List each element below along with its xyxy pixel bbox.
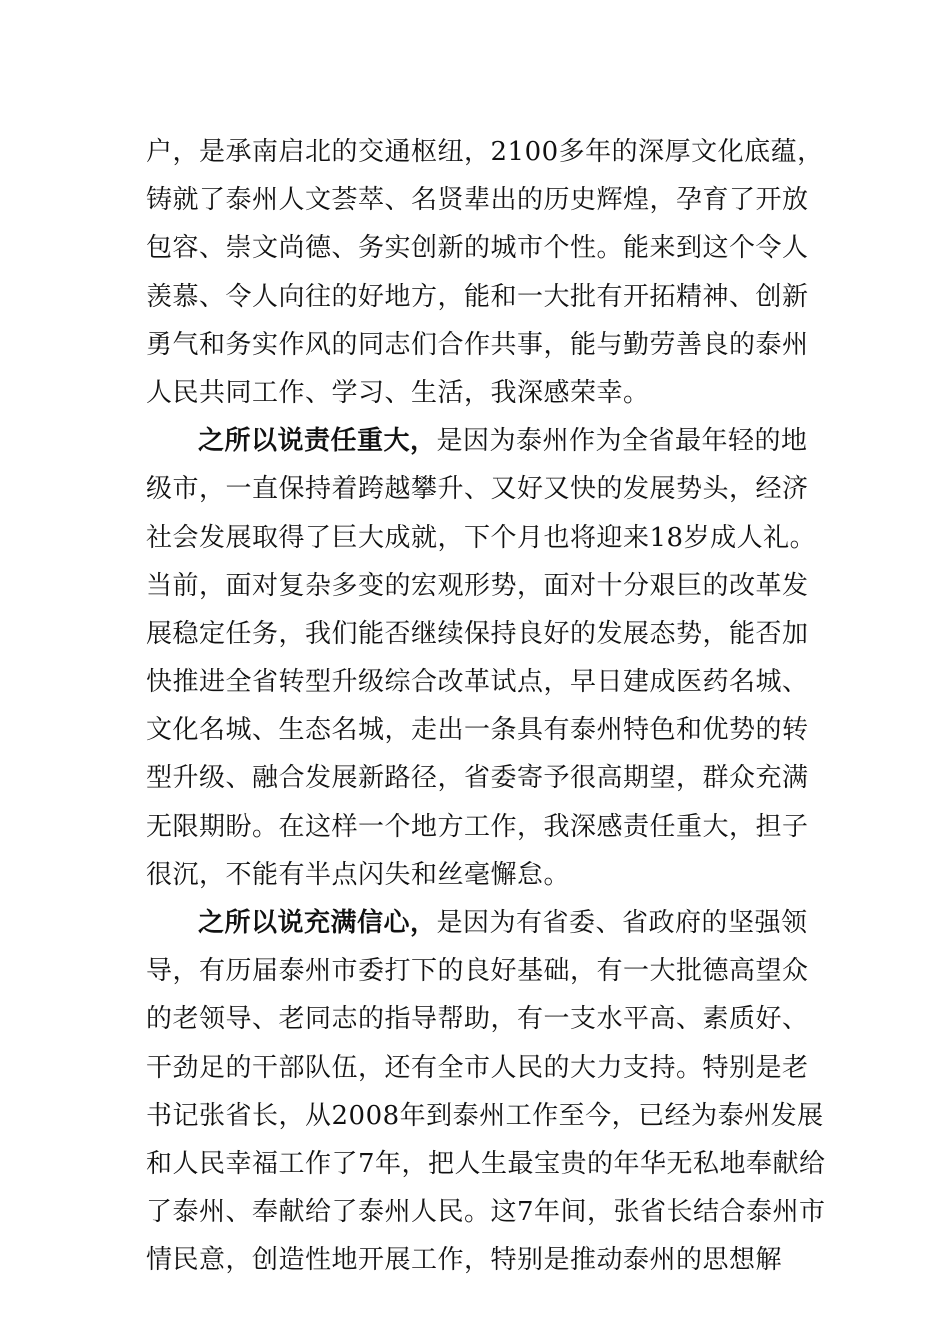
paragraph-3-line-4: 干劲足的干部队伍，还有全市人民的大力支持。特别是老 (146, 1052, 809, 1083)
paragraph-2-line-5: 展稳定任务，我们能否继续保持良好的发展态势，能否加 (146, 618, 809, 649)
paragraph-2-line-1 (146, 417, 816, 465)
paragraph-1-line-2: 铸就了泰州人文荟萃、名贤辈出的历史辉煌，孕育了开放 (146, 185, 809, 216)
document-body (146, 128, 826, 1285)
paragraph-3-line-3: 的老领导、老同志的指导帮助，有一支水平高、素质好、 (146, 1004, 809, 1035)
paragraph-2-line-1-text: 是因为泰州作为全省最年轻的地 (436, 426, 808, 457)
paragraph-2-line-4: 当前，面对复杂多变的宏观形势，面对十分艰巨的改革发 (146, 570, 809, 601)
paragraph-3-line-6: 和人民幸福工作了7年，把人生最宝贵的年华无私地奉献给 (146, 1148, 826, 1179)
paragraph-3-line-2: 导，有历届泰州市委打下的良好基础，有一大批德高望众 (146, 956, 809, 987)
paragraph-2-line-3: 社会发展取得了巨大成就，下个月也将迎来18岁成人礼。 (146, 522, 817, 553)
paragraph-3-line-5: 书记张省长，从2008年到泰州工作至今，已经为泰州发展 (146, 1100, 824, 1131)
paragraph-1-line-3: 包容、崇文尚德、务实创新的城市个性。能来到这个令人 (146, 233, 809, 264)
paragraph-1-line-6: 人民共同工作、学习、生活，我深感荣幸。 (146, 377, 650, 408)
paragraph-2-line-7: 文化名城、生态名城，走出一条具有泰州特色和优势的转 (146, 715, 809, 746)
paragraph-3-line-1 (146, 899, 816, 947)
paragraph-1-line-5: 勇气和务实作风的同志们合作共事，能与勤劳善良的泰州 (146, 329, 809, 360)
paragraph-3-lead: 之所以说充满信心， (198, 908, 437, 938)
paragraph-3-line-7: 了泰州、奉献给了泰州人民。这7年间，张省长结合泰州市 (146, 1197, 826, 1228)
paragraph-2-line-8: 型升级、融合发展新路径，省委寄予很高期望，群众充满 (146, 763, 809, 794)
paragraph-1-line-4: 羡慕、令人向往的好地方，能和一大批有开拓精神、创新 (146, 281, 809, 312)
paragraph-3-line-1-text: 是因为有省委、省政府的坚强领 (436, 908, 808, 938)
paragraph-2-line-10: 很沉，不能有半点闪失和丝毫懈怠。 (146, 859, 571, 890)
paragraph-2-line-2: 级市，一直保持着跨越攀升、又好又快的发展势头，经济 (146, 474, 809, 505)
paragraph-2-line-9: 无限期盼。在这样一个地方工作，我深感责任重大，担子 (146, 811, 809, 842)
paragraph-1-line-1: 户，是承南启北的交通枢纽，2100多年的深厚文化底蕴， (146, 137, 824, 167)
paragraph-3-line-8: 情民意，创造性地开展工作，特别是推动泰州的思想解 (146, 1245, 783, 1276)
paragraph-2-line-6: 快推进全省转型升级综合改革试点，早日建成医药名城、 (146, 667, 809, 698)
paragraph-2-lead: 之所以说责任重大， (198, 426, 437, 457)
